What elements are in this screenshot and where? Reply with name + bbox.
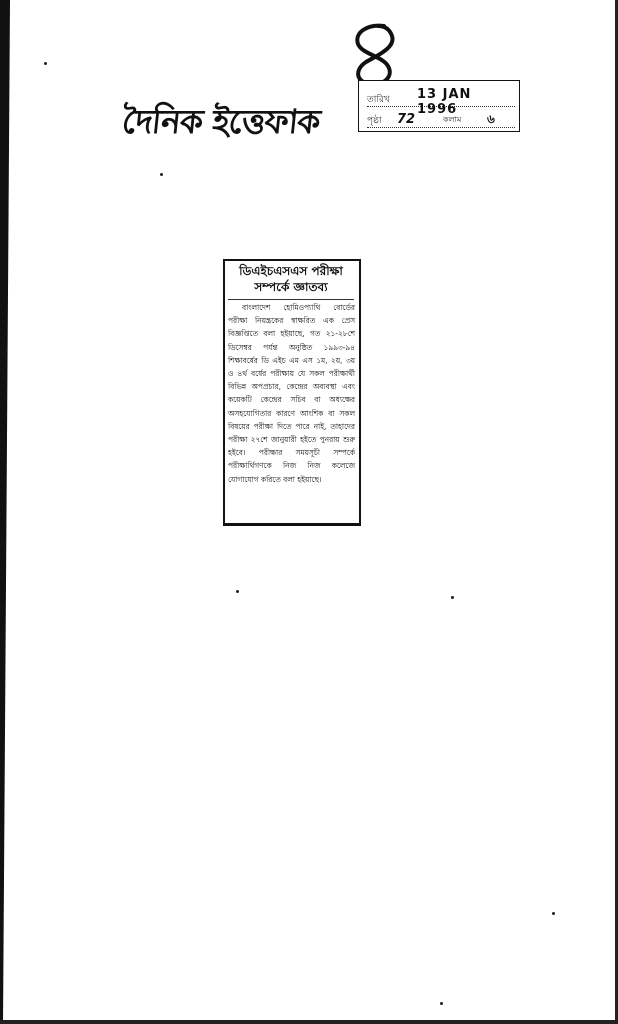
- newspaper-clipping: [223, 259, 361, 526]
- scan-speck: [451, 596, 454, 599]
- page-value: 72: [397, 112, 416, 127]
- date-row: [367, 87, 515, 117]
- headline-divider: [228, 299, 354, 300]
- date-label: তারিখ: [367, 95, 390, 105]
- date-stamp: [358, 80, 520, 132]
- date-value: 13 JAN 1996: [417, 87, 472, 117]
- newspaper-masthead: দৈনিক ইত্তেফাক: [120, 102, 322, 141]
- scan-edge-bottom: [0, 1020, 618, 1024]
- scan-speck: [44, 62, 47, 65]
- column-value: ৬: [487, 112, 495, 126]
- page-label: পৃষ্ঠা: [367, 116, 382, 126]
- scan-speck: [552, 912, 555, 915]
- article-body: বাংলাদেশ হোমিওপ্যাথি বোর্ডের পরীক্ষা নিয়ন্ত্রকের স্বাক্ষরিত এক প্রেস বিজ্ঞপ্তিতে বলা হইয়াছে, গত ২১-২৮শে ডিসেম্বর পর্যন্ত অনুষ্ঠিত ১৯৯৩-৯৪ শিক্ষাবর্ষের ডি এইচ এম এস ১ম, ২য়, ৩য় ও ৪র্থ বর্ষের পরীক্ষায় যে সকল পরীক্ষার্থী বিভিন্ন অপপ্রচার, কেন্দ্রের অব্যবস্থা এবং কয়েকটি কেন্দ্রের সচিব বা অধ্যক্ষের অসহযোগিতার কারণে আংশিক বা সকল বিষয়ের পরীক্ষা দিতে পারে নাই, তাহাদের পরীক্ষা ২৭শে জানুয়ারী হইতে পুনরায় শুরু হইবে। পরীক্ষার সময়সূচী সম্পর্কে পরীক্ষার্থিগণকে নিজ নিজ কলেজে যোগাযোগ করিতে বলা হইয়াছে।: [228, 303, 355, 484]
- column-label: কলাম: [443, 115, 462, 124]
- scan-speck: [440, 1002, 443, 1005]
- article-headline: ডিএইচএসএস পরীক্ষা সম্পর্কে জ্ঞাতব্য: [239, 264, 343, 294]
- scan-speck: [236, 590, 239, 593]
- scan-speck: [160, 173, 163, 176]
- scan-edge-left: [0, 0, 10, 1024]
- page-row: [367, 111, 515, 128]
